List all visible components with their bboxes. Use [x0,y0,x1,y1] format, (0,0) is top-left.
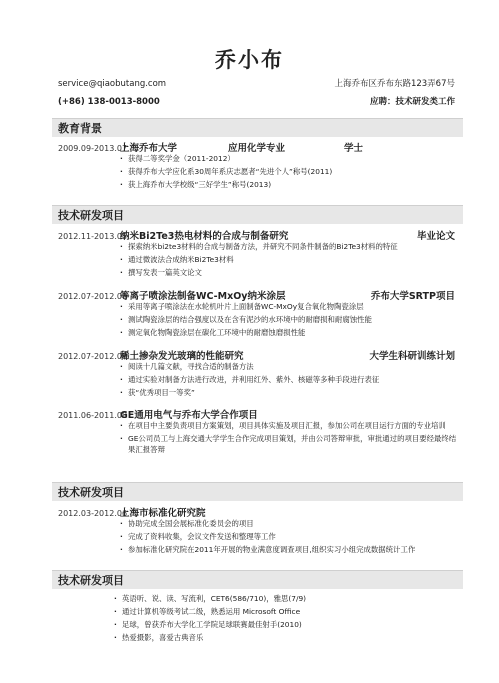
list-item: · 采用等离子喷涂法在水轮机叶片上面制备WC-MxOy复合氧化物陶瓷涂层 [120,300,459,313]
skills-section-heading: 技术研发项目 [52,570,463,589]
entry-date: 2009.09-2013.07 [58,144,128,153]
entry-date: 2012.07-2012.08 [58,292,128,301]
list-item: · 获得二等奖学金（2011-2012） [120,152,459,165]
list-item: · 测试陶瓷涂层的结合强度以及在含有泥沙的水环境中的耐磨损和耐腐蚀性能 [120,313,459,326]
list-item: · 探索纳米bi2te3材料的合成与制备方法，并研究不同条件制备的Bi2Te3材料的特征 [120,240,459,253]
project-bullets [120,300,459,339]
entry-date: 2011.06-2011.08 [58,411,128,420]
list-item: · 通过计算机等级考试二级，熟悉运用 Microsoft Office [114,605,459,618]
candidate-name: 乔小布 [215,48,284,72]
list-item: · 撰写发表一篇英文论文 [120,266,459,279]
list-item: · 获“优秀项目一等奖” [120,386,459,399]
entry-date: 2012.11-2013.05 [58,232,128,241]
internship-section-heading: 技术研发项目 [52,482,463,501]
organization-name: 上海市标准化研究院 [120,508,206,519]
project-title: 稀土掺杂发光玻璃的性能研究 [120,351,244,362]
project-title: 等离子喷涂法制备WC-MxOy纳米涂层 [120,291,286,302]
project-entry-head [58,407,455,421]
degree-text: 学士 [344,143,364,154]
skills-bullets [114,592,459,644]
internship-bullets [120,517,459,556]
phone-text: (+86) 138-0013-8000 [58,97,160,107]
project-title: GE通用电气与乔布大学合作项目 [120,410,258,421]
list-item: · 完成了资料收集，会议文件发送和整理等工作 [120,530,459,543]
list-item: · 参加标准化研究院在2011年开展的物业满意度调查项目,组织实习小组完成数据统计工作 [120,543,459,556]
list-item: · 获得乔布大学应化系30周年系庆志愿者“先进个人”称号(2011) [120,165,459,178]
project-bullets [120,360,459,399]
list-item: · 协助完成全国会展标准化委员会的项目 [120,517,459,530]
major-text: 应用化学专业 [228,143,286,154]
school-name: 上海乔布大学 [120,143,178,154]
list-item: · 在项目中主要负责项目方案策划，项目具体实施及项目汇报，参加公司在项目运行方面的专业培训 [120,420,459,431]
email-text: service@qiaobutang.com [58,79,167,89]
project-tag: 毕业论文 [416,231,455,242]
list-item: · GE公司员工与上海交通大学学生合作完成项目策划，并由公司答辩审批，审批通过的项目要经最终结果汇报答辩 [120,433,459,455]
list-item: · 阅读十几篇文献，寻找合适的制备方法 [120,360,459,373]
list-item: · 英语听、说、读、写流利，CET6(586/710)，雅思(7/9) [114,592,459,605]
project-tag: 乔布大学SRTP项目 [370,291,455,302]
list-item: · 测定氧化物陶瓷涂层在碳化工环境中的耐磨蚀磨损性能 [120,326,459,339]
education-section-heading: 教育背景 [52,118,463,137]
education-bullets [120,152,459,191]
contact-row-1 [58,77,455,89]
project-tag: 大学生科研训练计划 [369,351,455,362]
research-section-heading: 技术研发项目 [52,205,463,224]
list-item: · 足球，曾获乔布大学化工学院足球联赛最佳射手(2010) [114,618,459,631]
project-bullets [120,420,459,457]
entry-date: 2012.03-2012.06 [58,509,128,518]
contact-row-2 [58,95,455,107]
address-text: 上海乔布区乔布东路123弄67号 [334,79,455,89]
project-bullets [120,240,459,279]
list-item: · 通过实验对制备方法进行改进，并利用红外、紫外、核磁等多种手段进行表征 [120,373,459,386]
project-title: 纳米Bi2Te3热电材料的合成与制备研究 [120,231,289,242]
entry-date: 2012.07-2012.08 [58,352,128,361]
objective-text: 应聘：技术研发类工作 [369,97,455,107]
list-item: · 热爱摄影，喜爱古典音乐 [114,631,459,644]
list-item: · 通过微波法合成纳米Bi2Te3材料 [120,253,459,266]
list-item: · 获上海乔布大学校级“三好学生”称号(2013) [120,178,459,191]
